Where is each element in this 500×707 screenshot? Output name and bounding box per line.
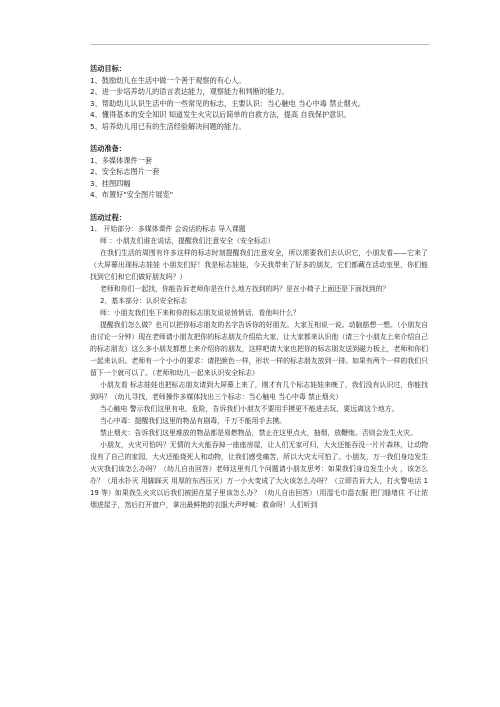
process-paragraph: 小朋友看 标志娃娃也把标志朋友请到大屏幕上来了，刚才有几个标志娃娃来晚了，我们没有认识过，你能找到吗？（幼儿寻找，老师操作多媒体找出三个标志：当心触电 当心中毒 禁止烟火） [90, 381, 428, 401]
goals-heading: 活动目标： [90, 64, 126, 73]
goal-item: 3、帮助幼儿认识生活中的一些常见的标志，主要认识：当心触电 当心中毒 禁止烟火。 [90, 98, 366, 108]
prep-item: 4、布置好"安全图片展览" [90, 190, 174, 199]
process-paragraph: 在我们生活的周围有许多这样的标志时刻提醒我们注意安全，所以需要我们去认识它，小朋友看——它来了（大屏幕出现标志娃娃 小朋友们好！我是标志娃娃，今天我带来了好多的朋友，它们都藏在活动室里，你们能找到它们和它们做好朋友吗？） [90, 249, 428, 281]
document-body [90, 63, 428, 511]
process-paragraph: 老师和你们一起找，你能告诉老师你是在什么地方找到的吗？是在小椅子上面还是下面找到的？ [100, 285, 390, 293]
prep-item: 3、挂图四幅 [90, 178, 131, 188]
process-paragraph: 禁止烟火：告诉我们这里堆放的物品都是易燃物品，禁止在这里点火，抽烟，放鞭炮。否则会发生火灾。 [100, 429, 417, 437]
process-paragraph: 小朋友，火灾可怕吗？无情的大火能吞掉一座座房屋，让人们无家可归，大火还能吞没一片片森林，让动物没有了自己的家园，大火还能烧死人和动物，让我们感受痛苦，所以大灾太可怕了。小朋友，万一我们身边发生火灾我们该怎么办呀？（幼儿自由回答）老师这里有几个问题请小朋友思考：如果我们身边发生小火 ，该怎么办？（用水扑灭 用脚踩灭 用厚的东西压灭）万一小火变成了大火该怎么办呀？（立即告诉大人，打火警电话 119 等）如果我生火灾以后我们被困在屋子里该怎么办？（幼儿自由回答）（用湿毛巾湿衣服 把门缝堵住 不让浓烟进屋子，然后打开窗户，拿出最鲜艳的衣服大声呼喊：救命呀！人们听到 [90, 441, 428, 509]
prep-heading: 活动准备： [90, 144, 126, 153]
process-paragraph: 1、 开始部分：多媒体课件 会说话的标志 导入课题 [90, 225, 246, 233]
process-paragraph: 师：小朋友我们坐下来和你的标志朋友说说悄悄话，看他叫什么？ [100, 309, 300, 317]
prep-item: 2、安全标志图片一套 [90, 167, 160, 176]
goal-item: 1、鼓励幼儿在生活中做一个善于观察的有心人。 [90, 75, 246, 85]
process-paragraph: 当心中毒：提醒我们这里的物品有剧毒，千万不能用手去摸。 [100, 417, 287, 425]
process-section [90, 212, 428, 512]
header-rule [90, 44, 430, 45]
prep-item: 1、多媒体课件一套 [90, 155, 153, 165]
goal-item: 2、进一步培养幼儿的语言表达能力，观察能力和判断的能力。 [90, 87, 289, 96]
goal-item: 5、培养幼儿用已有的生活经验解决问题的能力。 [90, 121, 246, 131]
process-paragraph: 师 ：小朋友们谁在说话，提醒我们注意安全（安全标志） [100, 237, 275, 245]
process-paragraph: 提醒我们怎么做？也可以把你标志朋友的名字告诉你的好朋友。大家互相说一说。动脑筋想一想。（小朋友自由讨论一分钟）现在老师请小朋友把你的标志朋友介绍给大家，让大家都来认识他（请三个小朋友上来介绍自己的标志朋友）这么多小朋友都想上来介绍你的朋友，这样吧请大家也把你的标志朋友送到磁力板上，老师和你们一起来认识。老师有一个小小的要求：请把颜色一样，形状一样的标志朋友放到一排。如果有两个一样的我们只留下一个就可以了。（老师和幼儿一起来认识安全标志） [90, 321, 428, 377]
goals-section [90, 63, 428, 132]
process-heading: 活动过程： [90, 212, 126, 222]
process-paragraph: 2、基本部分：认识安全标志 [100, 297, 188, 305]
process-paragraph: 当心触电 警示我们这里有电，危险，告诉我们小朋友不要用手摸更不能进去玩，要远离这个地方。 [100, 405, 399, 413]
prep-section [90, 143, 428, 201]
goal-item: 4、懂得基本的安全知识 知道发生火灾以后简单的自救方法，提高 自我保护意识。 [90, 110, 351, 119]
